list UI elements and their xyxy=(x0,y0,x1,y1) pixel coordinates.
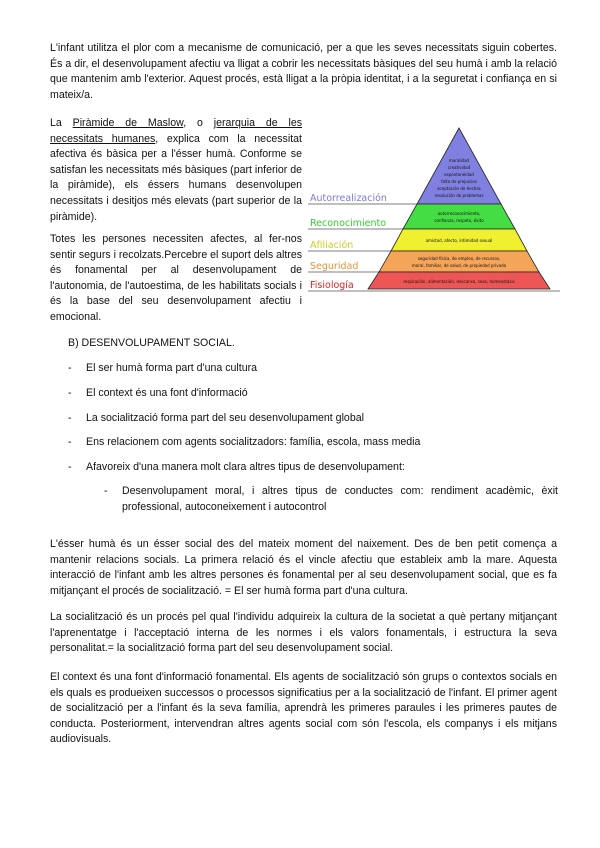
svg-text:aceptación de hechos: aceptación de hechos xyxy=(437,186,481,191)
svg-text:espontaneidad: espontaneidad xyxy=(444,172,474,177)
context-paragraph: El context és una font d'informació fonamental. Els agents de socialització són grups o contextos socials en els quals es produeixen successos o processos significatius per a la socialització de l'infant. El primer agent de socialització per a l'infant és la seva família, aprendrà les primeres paraules i les primeres pautes de conducta. Posteriorment, intervendran altres agents social com són l'escola, els companys i els mitjans audiovisuals. xyxy=(50,671,557,746)
bullet-dash: - xyxy=(104,485,108,497)
maslow-mid: , o xyxy=(183,117,214,129)
svg-text:amistad, afecto, intimidad sex: amistad, afecto, intimidad sexual xyxy=(425,238,493,243)
bullet-dash: - xyxy=(68,461,72,473)
sub-list-item-text: Desenvolupament moral, i altres tipus de conductes com: rendiment acadèmic, èxit professional, autoconeixement i autocontrol xyxy=(122,485,558,513)
level-label-afiliacion: Afiliación xyxy=(310,240,354,251)
svg-text:falta de prejuicios: falta de prejuicios xyxy=(441,179,477,184)
bullet-dash: - xyxy=(68,362,72,374)
social-being-paragraph: L'ésser humà és un ésser social des del mateix moment del naixement. Des de ben petit comença a mantenir relacions socials. La primera relació és el vincle afectiu que estableix amb la mare. Aquesta interacció de l'infant amb les altres persones és fonamental per al seu desenvolupament social, que es fa mitjançant el procés de socialització. = El ser humà forma part d'una cultura. xyxy=(50,538,557,597)
svg-text:confianza, respeto, éxito: confianza, respeto, éxito xyxy=(434,218,484,223)
affect-paragraph: Totes les persones necessiten afectes, al fer-nos sentir segurs i recolzats.Percebre el suport dels altres és fonamental per al desenvolupament de l'autonomia, de l'autoestima, de les habilitats socials i és la base del seu desenvolupament afectiu i emocional. xyxy=(50,233,303,323)
socialization-paragraph: La socialització és un procés pel qual l'individu adquireix la cultura de la societat a què pertany mitjançant l'aprenentatge i l'acceptació interna de les normes i els valors fonamentals, i estructura la seva personalitat.= la socialització forma part del seu desenvolupament social. xyxy=(50,611,557,655)
level-label-autorrealizacion: Autorrealización xyxy=(310,193,387,204)
level-label-fisiologia: Fisiología xyxy=(310,280,354,291)
maslow-rest: , explica com la necessitat afectiva és bàsica per a l'ésser humà. Conforme se satisfan les necessitats més bàsiques (part inferior de la piràmide), els éssers humans desenvolupen necessitats i desitjos més elevats (part superior de la piràmide). xyxy=(50,132,303,223)
intro-paragraph: L'infant utilitza el plor com a mecanisme de comunicació, per a que les seves necessitats siguin cobertes. És a dir, el desenvolupament afectiu va lligat a cobrir les necessitats bàsiques del seu humà i amb la relació que mantenim amb l'exterior. Aquest procés, està lligat a la pròpia identitat, i a la seguretat i confiança en si mateix/a. xyxy=(50,42,557,101)
maslow-prefix: La xyxy=(50,117,73,129)
svg-text:resolución de problemas: resolución de problemas xyxy=(434,193,484,198)
list-item-text: Ens relacionem com agents socialitzadors: família, escola, mass media xyxy=(86,436,421,448)
svg-text:seguridad física, de empleo, d: seguridad física, de empleo, de recursos, xyxy=(417,256,501,261)
section-b-heading: B) DESENVOLUPAMENT SOCIAL. xyxy=(68,337,235,349)
list-item-text: La socialització forma part del seu desenvolupament global xyxy=(86,412,364,424)
svg-text:moralidad: moralidad xyxy=(448,158,470,163)
bullet-dash: - xyxy=(68,412,72,424)
level-label-seguridad: Seguridad xyxy=(310,261,359,272)
svg-text:moral, familiar, de salud, de: moral, familiar, de salud, de propiedad privada xyxy=(411,263,507,268)
maslow-pyramid-link[interactable]: Piràmide de Maslow xyxy=(72,117,184,129)
svg-text:creatividad: creatividad xyxy=(447,165,471,170)
bullet-dash: - xyxy=(68,387,72,399)
svg-text:respiración, alimentación, des: respiración, alimentación, descanso, sexo, homeostasis xyxy=(403,279,515,284)
maslow-pyramid-figure xyxy=(308,124,560,292)
level-label-reconocimiento: Reconocimiento xyxy=(310,218,387,229)
list-item-text: El ser humà forma part d'una cultura xyxy=(86,362,258,374)
maslow-paragraph xyxy=(50,116,302,225)
bullet-dash: - xyxy=(68,436,72,448)
hierarchy-needs-link[interactable]: jerarquia de les necessitats humanes xyxy=(50,117,303,145)
list-item-text: Afavoreix d'una manera molt clara altres tipus de desenvolupament: xyxy=(86,461,405,473)
list-item-text: El context és una font d'informació xyxy=(86,387,248,399)
svg-text:autorreconocimiento,: autorreconocimiento, xyxy=(437,211,481,216)
